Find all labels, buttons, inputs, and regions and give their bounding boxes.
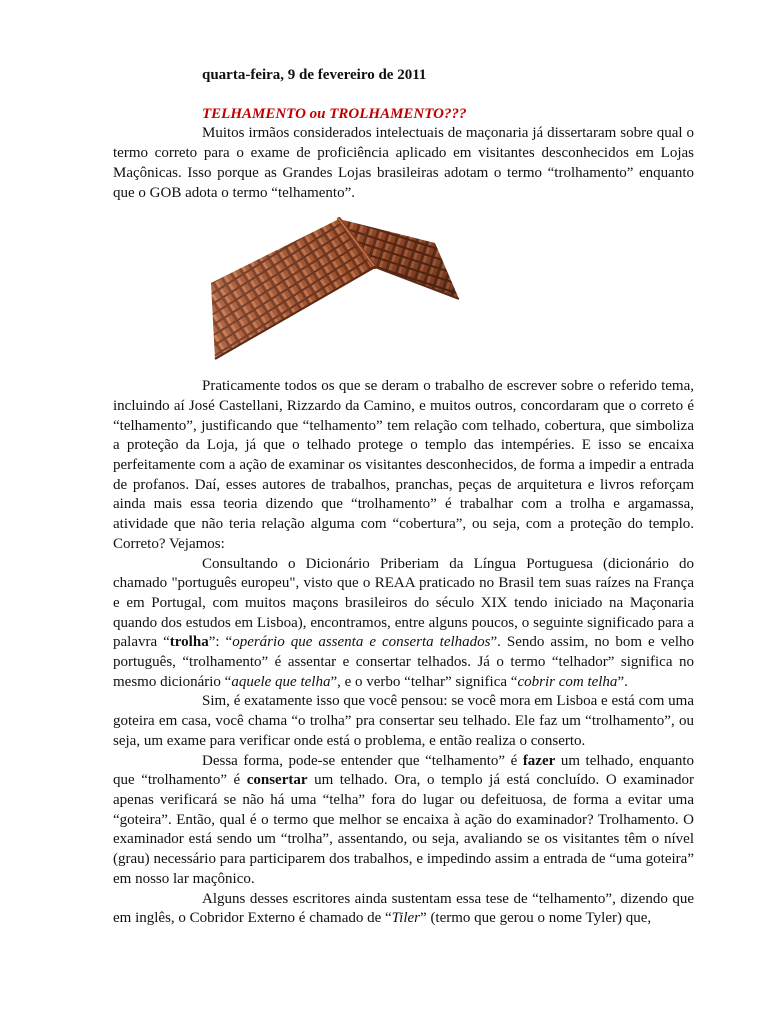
post-title: TELHAMENTO ou TROLHAMENTO??? [202,105,467,122]
roof-tiles-icon [207,213,467,368]
text-run: Praticamente todos os que se deram o trabalho de escrever sobre o referido tema, incluindo aí José Castellani, Rizzardo da Camino, e muitos outros, concordaram que o correto é “telhamento”, justificando que “telhamento” tem relação com telhado, cobertura, que simboliza a proteção da Loja, já que o telhado protege o templo das intempéries. E isso se encaixa perfeitamente com a ação de examinar os visitantes desconhecidos, de forma a impedir a entrada de profanos. Daí, esses autores de trabalhos, pranchas, peças de arquitetura e livros reforçam ainda mais essa teoria dizendo que “trolhamento” é trabalhar com a trolha e argamassa, atividade que não teria relação alguma com “cobertura”, ou seja, com a proteção do templo. Correto? Vejamos: [113,378,694,552]
italic-text: cobrir com telha [517,673,618,690]
bold-text: consertar [246,772,308,789]
text-run: Sim, é exatamente isso que você pensou: se você mora em Lisboa e está com uma goteira em casa, você chama “o trolha” pra consertar seu telhado. Ele faz um “trolhamento”, ou seja, um exame para verificar onde está o problema, e então realiza o conserto. [113,693,694,749]
paragraph-3 [113,555,694,693]
post-date: quarta-feira, 9 de fevereiro de 2011 [202,67,427,83]
text-run: Dessa forma, pode-se entender que “telhamento” é [202,752,523,769]
text-run: Alguns desses escritores ainda sustentam essa tese de “telhamento”, dizendo que em inglês, o Cobridor Externo é chamado de “ [113,890,694,927]
text-run: ” (termo que gerou o nome Tyler) que, [420,910,652,927]
italic-text: operário que assenta e conserta telhados [232,634,491,651]
paragraph-4 [113,692,694,751]
document-content [113,66,694,929]
bold-text: fazer [522,752,556,769]
paragraph-6 [113,890,694,929]
italic-text: aquele que telha [231,673,331,690]
bold-text: trolha [169,634,209,651]
text-run: ”. [617,673,628,690]
italic-text: Tiler [391,910,421,927]
text-run: ”. Sendo assim, no bom e velho português, “trolhamento” é assentar e consertar telhados. Já o termo “telhador” significa no mesmo dicionário “ [113,634,694,690]
text-run: um telhado. Ora, o templo já está concluído. O examinador apenas verificará se não há uma “telha” fora do lugar ou defeituosa, de forma a evitar uma “goteira”. Então, qual é o termo que melhor se encaixa à ação do examinador? Trolhamento. O examinador está sendo um “trolha”, assentando, ou seja, avaliando se os visitantes têm o nível (grau) necessário para participarem dos trabalhos, e impedindo assim a entrada de “uma goteira” em nosso lar maçônico. [113,772,694,887]
text-run: Consultando o Dicionário Priberiam da Língua Portuguesa (dicionário do chamado "português europeu", visto que o REAA praticado no Brasil tem suas raízes na França e em Portugal, com muitos maçons brasileiros do século XIX tendo iniciado na Maçonaria quando dos estudos em Lisboa), encontramos, entre alguns poucos, o seguinte significado para a palavra “ [113,555,694,651]
text-run: um telhado, enquanto que “trolhamento” é [113,752,694,789]
paragraph-1 [113,124,694,203]
text-run: Muitos irmãos considerados intelectuais de maçonaria já dissertaram sobre qual o termo correto para o exame de proficiência aplicado em visitantes desconhecidos em Lojas Maçônicas. Isso porque as Grandes Lojas brasileiras adotam o termo “trolhamento” enquanto que o GOB adota o termo “telhamento”. [113,125,694,201]
text-run: ”: “ [208,634,233,651]
paragraph-5 [113,752,694,890]
text-run: ”, e o verbo “telhar” significa “ [330,673,518,690]
roof-image [113,213,694,368]
paragraph-2 [113,377,694,554]
